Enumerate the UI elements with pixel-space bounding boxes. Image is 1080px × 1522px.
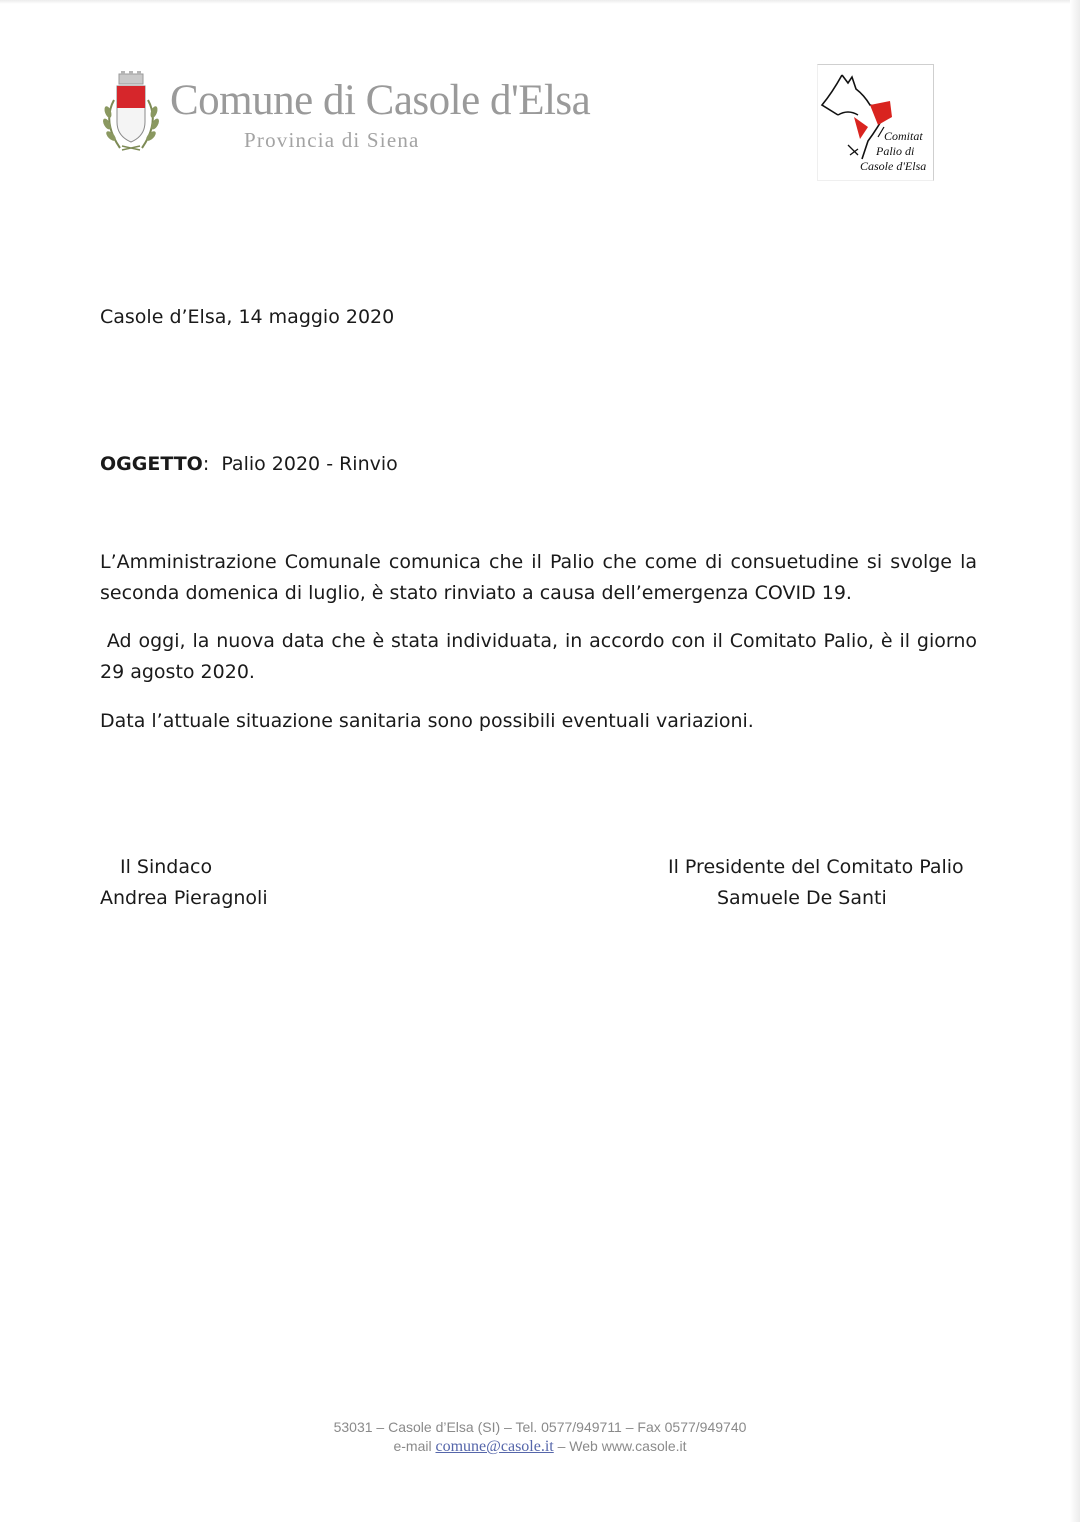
footer-email-prefix: e-mail [393, 1438, 436, 1454]
logo-text-line2: Palio di [876, 144, 915, 158]
comune-name: Comune di Casole d'Elsa [170, 77, 591, 124]
subject-text: Palio 2020 - Rinvio [221, 453, 398, 475]
president-name: Samuele De Santi [717, 887, 887, 909]
footer-address: 53031 – Casole d’Elsa (SI) – Tel. 0577/949711 – Fax 0577/949740 [333, 1419, 747, 1435]
paragraph: Data l’attuale situazione sanitaria sono possibili eventuali variazioni. [100, 710, 754, 732]
subject-separator: : [202, 453, 222, 475]
subject-label: OGGETTO [100, 453, 203, 475]
footer-contacts [0, 1438, 1080, 1456]
letter-subject [100, 453, 398, 475]
page-right-edge [1070, 0, 1080, 1522]
comitato-palio-logo [817, 64, 934, 181]
mayor-title: Il Sindaco [120, 856, 213, 878]
paragraph: Ad oggi, la nuova data che è stata individuata, in accordo con il Comitato Palio, è il giorno 29 agosto 2020. [100, 630, 984, 683]
footer-web: – Web www.casole.it [553, 1438, 687, 1454]
municipal-crest-icon [100, 70, 162, 156]
president-title: Il Presidente del Comitato Palio [668, 856, 964, 878]
paragraph: L’Amministrazione Comunale comunica che il Palio che come di consuetudine si svolge la seconda domenica di luglio, è stato rinviato a causa dell’emergenza COVID 19. [100, 551, 977, 604]
letter-date: Casole d’Elsa, 14 maggio 2020 [100, 306, 395, 328]
provincia-name: Provincia di Siena [244, 128, 420, 152]
footer-email-link[interactable]: comune@casole.it [435, 1438, 554, 1455]
mayor-name: Andrea Pieragnoli [100, 887, 268, 909]
logo-text-line3: Casole d'Elsa [860, 159, 927, 173]
page-top-edge [0, 0, 1080, 4]
logo-text-line1: Comitat [884, 129, 923, 143]
